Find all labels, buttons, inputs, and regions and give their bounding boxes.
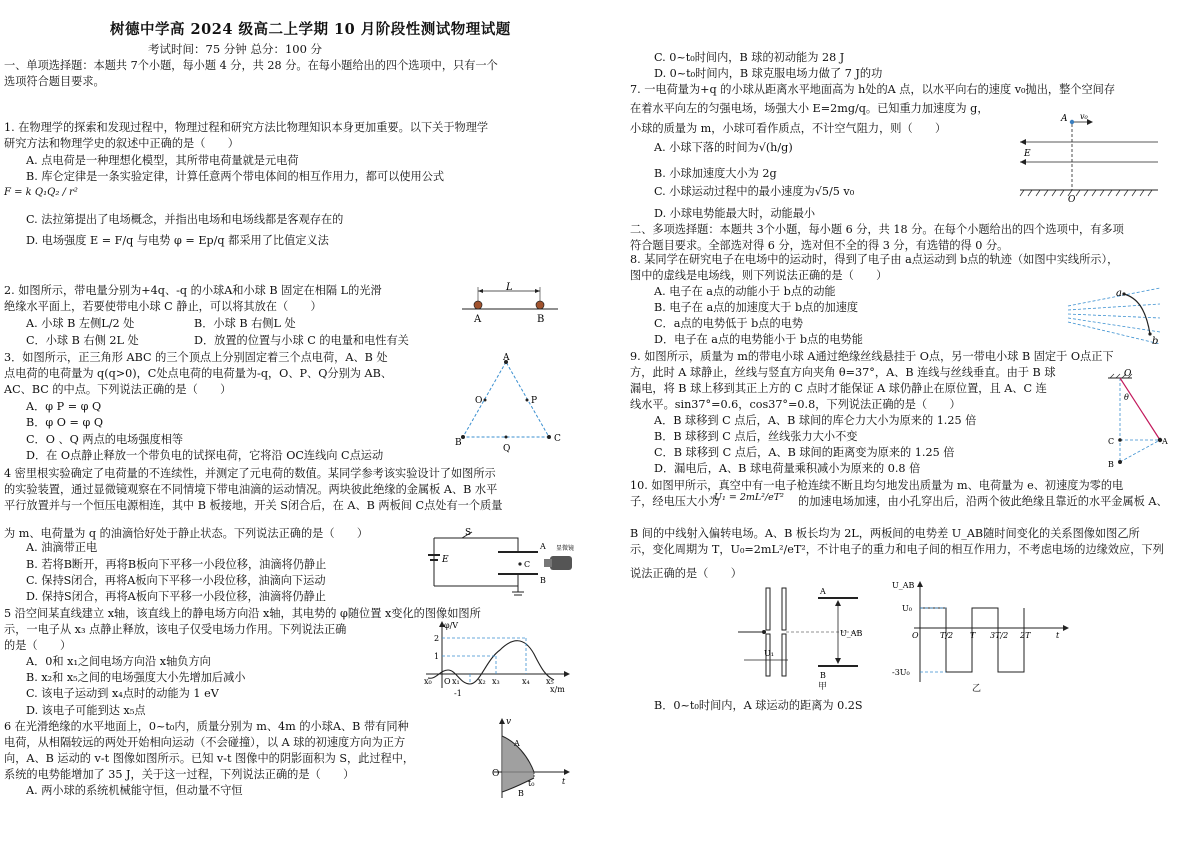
q3-fig-label-b: B (455, 438, 462, 448)
q5-fig-ylabel: φ/V (444, 621, 459, 630)
q1-option-d: D. 电场强度 E = F/q 与电势 φ = Ep/q 都采用了比值定义法 (26, 234, 329, 247)
q6-stem-1: 6 在光滑绝缘的水平地面上，0~t₀内，质量分别为 m、4m 的小球A、B 带有同种 (4, 720, 409, 733)
q4-figure (428, 526, 580, 598)
q10-fig2-2t: 2T (1020, 631, 1031, 640)
q3-fig-label-p: P (531, 396, 538, 406)
q10-fig-uab: U_AB (840, 629, 863, 638)
q5-option-b: B. x₂和 x₅之间的电场强度大小先增加后减小 (26, 671, 246, 684)
q2-stem-2: 绝缘水平面上，若要使带电小球 C 静止，可以将其放在（ ） (4, 300, 322, 313)
q10-stem-5: 说法正确的是（ ） (630, 567, 742, 580)
q5-fig-x3: x₃ (492, 677, 500, 686)
q3-fig-label-o: O (475, 396, 483, 406)
q5-figure (422, 618, 574, 704)
q1-stem-1: 1. 在物理学的探索和发现过程中，物理过程和研究方法比物理知识本身更加重要。以下关于物理学 (4, 121, 489, 134)
q2-option-d: D．放置的位置与小球 C 的电量和电性有关 (194, 334, 409, 347)
q7-fig-e: E (1024, 149, 1031, 159)
q8-fig-b: b (1152, 336, 1159, 347)
q10-fig2-o: O (912, 631, 919, 640)
q9-stem-3: 漏电，将 B 球上移到其正上方的 C 点时才能保证 A 球仍静止在原位置，且 A、C 连 (630, 382, 1047, 395)
q7-stem-3: 小球的质量为 m，小球可看作质点，不计空气阻力，则（ ） (630, 122, 947, 135)
q7-option-d: D. 小球电势能最大时，动能最小 (654, 207, 816, 220)
q8-option-b: B. 电子在 a点的加速度大于 b点的加速度 (654, 301, 859, 314)
q10-fig2-u0: U₀ (902, 604, 912, 613)
q2-figure (460, 283, 560, 325)
q8-figure (1064, 284, 1164, 346)
q4-option-a: A. 油滴带正电 (26, 541, 98, 554)
q6-fig-o: O (492, 769, 500, 779)
q10-fig-yi-caption: 乙 (972, 684, 982, 694)
q9-fig-a: A (1162, 437, 1168, 446)
q9-option-a: A．B 球移到 C 点后，A、B 球间的库仑力大小为原来的 1.25 倍 (654, 414, 977, 427)
q8-stem-2: 图中的虚线是电场线，则下列说法正确的是（ ） (630, 269, 888, 282)
q10-fig-jia-caption: 甲 (818, 682, 828, 692)
q4-fig-label-a: A (540, 542, 546, 551)
q3-stem-2: 点电荷的电荷量为 q(q>0)，C处点电荷的电荷量为-q，O、P、Q分别为 AB、 (4, 367, 393, 380)
q5-option-c: C. 该电子运动到 x₄点时的动能为 1 eV (26, 687, 219, 700)
q4-stem-4: 为 m、电荷量为 q 的油滴恰好处于静止状态。下列说法正确的是（ ） (4, 527, 369, 540)
q6-option-a: A. 两小球的系统机械能守恒，但动量不守恒 (26, 784, 243, 797)
section2-intro-1: 二、多项选择题：本题共 3个小题，每小题 6 分，共 18 分。在每个小题给出的四个选项中，有多项 (630, 223, 1124, 236)
q10-stem-3: B 间的中线射入偏转电场。A、B 板长均为 2L，两板间的电势差 U_AB随时间变化的关系图像如图乙所 (630, 527, 1140, 540)
q8-option-d: D．电子在 a点的电势能小于 b点的电势能 (654, 333, 863, 346)
q4-option-d: D. 保持S闭合，再将A板向下平移一小段位移，油滴将仍静止 (26, 590, 326, 603)
q3-figure (455, 352, 570, 454)
q5-stem-2: 示，一电子从 x₃ 点静止释放，该电子仅受电场力作用。下列说法正确 (4, 623, 347, 636)
q10-stem-2a: 子，经电压大小为 (630, 495, 720, 508)
q8-fig-a: a (1116, 288, 1122, 299)
q10-fig2-uab: U_AB (892, 581, 915, 590)
q10-stem-1: 10. 如图甲所示，真空中有一电子枪连续不断且均匀地发出质量为 m、电荷量为 e、初速度为零的电 (630, 479, 1124, 492)
q1-option-c: C. 法拉第提出了电场概念，并指出电场和电场线都是客观存在的 (26, 213, 344, 226)
q9-fig-o: O (1124, 369, 1132, 379)
q10-stem-2b: 的加速电场加速，由小孔穿出后，沿两个彼此绝缘且靠近的水平金属板 A、 (798, 495, 1168, 508)
q9-fig-theta: θ (1124, 393, 1129, 402)
q7-stem-1: 7. 一电荷量为+q 的小球从距离水平地面高为 h处的A 点，以水平向右的速度 v₀抛出，整个空间存 (630, 83, 1116, 96)
q3-fig-label-a: A (503, 353, 510, 363)
q5-fig-tick-1: 1 (434, 652, 440, 661)
q10-u1-formula: U₁ = 2mL²/eT² (714, 492, 784, 503)
q3-option-c: C．O 、Q 两点的电场强度相等 (26, 433, 184, 446)
q10-fig2-t: T (970, 631, 976, 640)
q10-fig2-t-half: T/2 (940, 631, 954, 640)
q9-option-b: B．B 球移到 C 点后，丝线张力大小不变 (654, 430, 858, 443)
exam-info: 考试时间：75 分钟 总分：100 分 (148, 42, 323, 56)
q2-option-c: C．小球 B 右侧 2L 处 (26, 334, 139, 347)
q10-fig2-t-axis: t (1056, 631, 1060, 640)
q5-stem-1: 5 沿空间某直线建立 x轴，该直线上的静电场方向沿 x轴，其电势的 φ随位置 x变化的图像如图所 (4, 607, 481, 620)
q5-fig-x2: x₂ (478, 677, 486, 686)
q3-option-d: D．在 O点静止释放一个带负电的试探电荷，它将沿 OC连线向 C点运动 (26, 449, 384, 462)
q4-fig-label-s: S (465, 528, 472, 538)
q2-fig-label-a: A (474, 314, 482, 325)
q9-option-c: C．B 球移到 C 点后，A、B 球间的距离变为原来的 1.25 倍 (654, 446, 955, 459)
q3-option-a: A．φ P = φ Q (26, 400, 102, 413)
q2-option-b: B．小球 B 右侧L 处 (194, 317, 296, 330)
q10-figure-yi (890, 578, 1072, 686)
q10-fig-a: A (820, 587, 826, 596)
page-title: 树德中学高 2024 级高二上学期 10 月阶段性测试物理试题 (110, 21, 511, 38)
q6-option-d: D. 0~t₀时间内，B 球克服电场力做了 7 J的功 (654, 67, 883, 80)
q5-stem-3: 的是（ ） (4, 639, 72, 652)
q5-fig-x1: x₁ (452, 677, 460, 686)
q1-formula: F = k Q₁Q₂ / r² (4, 187, 78, 198)
q4-fig-label-b: B (540, 576, 546, 585)
q5-fig-xlabel: x/m (550, 685, 565, 694)
q6-fig-b: B (518, 789, 524, 798)
q6-fig-a: A (514, 739, 520, 748)
q4-fig-label-c: C (524, 560, 531, 569)
q7-figure (1016, 112, 1166, 204)
q2-fig-label-l: L (506, 282, 513, 293)
q9-fig-c: C (1108, 437, 1115, 446)
q1-option-a: A. 点电荷是一种理想化模型，其所带电荷量就是元电荷 (26, 154, 299, 167)
q7-fig-a: A (1061, 114, 1068, 124)
q7-option-a: A. 小球下落的时间为√(h/g) (654, 141, 793, 154)
q9-option-d: D．漏电后，A、B 球电荷量乘积减小为原来的 0.8 倍 (654, 462, 921, 475)
q8-option-a: A. 电子在 a点的动能小于 b点的动能 (654, 285, 836, 298)
q6-stem-4: 系统的电势能增加了 35 J，关于这一过程，下列说法正确的是（ ） (4, 768, 355, 781)
q9-fig-b: B (1108, 460, 1114, 469)
section1-intro-2: 选项符合题目要求。 (4, 75, 105, 88)
q10-fig-u1: U₁ (764, 649, 774, 658)
q7-fig-o: O (1068, 195, 1076, 205)
q10-fig2-neg3u0: -3U₀ (892, 668, 910, 677)
q3-stem-3: AC、BC 的中点。下列说法正确的是（ ） (4, 383, 232, 396)
q2-fig-label-b: B (537, 314, 545, 325)
q6-fig-v: v (506, 717, 512, 727)
q10-fig-b: B (820, 671, 826, 680)
q5-fig-tick-2: 2 (434, 634, 440, 643)
q7-fig-v0: v₀ (1080, 112, 1088, 121)
q8-option-c: C．a点的电势低于 b点的电势 (654, 317, 804, 330)
q3-stem-1: 3．如图所示，正三角形 ABC 的三个顶点上分别固定着三个点电荷，A、B 处 (4, 351, 388, 364)
q6-figure (492, 716, 572, 802)
q7-stem-2: 在着水平向左的匀强电场，场强大小 E=2mg/q。已知重力加速度为 g， (630, 102, 989, 115)
q9-figure (1098, 366, 1166, 470)
q6-fig-t: t (562, 777, 566, 786)
q4-option-b: B. 若将B断开，再将B板向下平移一小段位移，油滴将仍静止 (26, 558, 327, 571)
q4-stem-3: 平行放置并与一个恒压电源相连，其中 B 板接地，开关 S闭合后，在 A、B 两板间 C点处有一个质量 (4, 499, 503, 512)
q5-option-d: D. 该电子可能到达 x₅点 (26, 704, 146, 717)
q4-fig-label-e: E (442, 555, 449, 565)
q9-stem-2: 方，此时 A 球静止，丝线与竖直方向夹角 θ=37°，A、B 连线与丝线垂直。由于 B 球 (630, 366, 1056, 379)
q6-fig-t0: t₀ (528, 779, 535, 788)
q1-option-b: B. 库仑定律是一条实验定律，计算任意两个带电体间的相互作用力，都可以使用公式 (26, 170, 445, 183)
q5-option-a: A．0和 x₁之间电场方向沿 x轴负方向 (26, 655, 211, 668)
q9-stem-1: 9. 如图所示，质量为 m的带电小球 A通过绝缘丝线悬挂于 O点，另一带电小球 B 固定于 O点正下 (630, 350, 1114, 363)
section1-intro-1: 一、单项选择题：本题共 7个小题，每小题 4 分，共 28 分。在每小题给出的四个选项中，只有一个 (4, 59, 498, 72)
q10-figure-jia (736, 580, 862, 680)
q3-option-b: B．φ O = φ Q (26, 416, 104, 429)
q3-fig-label-c: C (554, 434, 561, 444)
q5-fig-origin: O (444, 677, 451, 686)
q5-fig-x4: x₄ (522, 677, 530, 686)
q2-option-a: A. 小球 B 左侧L/2 处 (26, 317, 135, 330)
q5-fig-tick-neg1: -1 (454, 689, 462, 698)
q3-fig-label-q: Q (503, 444, 511, 454)
q7-option-b: B. 小球加速度大小为 2g (654, 167, 777, 180)
q8-stem-1: 8. 某同学在研究电子在电场中的运动时，得到了电子由 a点运动到 b点的轨迹（如图中实线所示）， (630, 253, 1119, 266)
q10-option-b: B．0~t₀时间内，A 球运动的距离为 0.2S (654, 699, 863, 712)
q9-stem-4: 线水平。sin37°=0.6，cos37°=0.8，下列说法正确的是（ ） (630, 398, 961, 411)
q5-fig-x5: x₅ (546, 677, 554, 686)
section2-intro-2: 符合题目要求。全部选对得 6 分，选对但不全的得 3 分，有选错的得 0 分。 (630, 239, 1009, 252)
q4-stem-2: 的实验装置，通过显微镜观察在不同情境下带电油滴的运动情况。两块彼此绝缘的金属板 A、B 水平 (4, 483, 498, 496)
q4-fig-label-scope: 显微镜 (556, 545, 575, 552)
q4-option-c: C. 保持S闭合，再将A板向下平移一小段位移，油滴向下运动 (26, 574, 326, 587)
q2-stem-1: 2. 如图所示，带电量分别为+4q、-q 的小球A和小球 B 固定在相隔 L的光滑 (4, 284, 382, 297)
q10-stem-4: 示，变化周期为 T，U₀=2mL²/eT²，不计电子的重力和电子间的相互作用力，不考虑电场的边缘效应，下列 (630, 543, 1164, 556)
q6-stem-3: 向，A、B 运动的 v-t 图像如图所示。已知 v-t 图像中的阴影面积为 S，此过程中， (4, 752, 415, 765)
q6-stem-2: 电荷，从相隔较远的两处开始相向运动（不会碰撞），以 A 球的初速度方向为正方 (4, 736, 406, 749)
q5-fig-x0: x₀ (424, 677, 432, 686)
q6-option-c: C. 0~t₀时间内，B 球的初动能为 28 J (654, 51, 845, 64)
q4-stem-1: 4 密里根实验确定了电荷量的不连续性，并测定了元电荷的数值。某同学参考该实验设计了如图所示 (4, 467, 496, 480)
q10-fig2-3t-half: 3T/2 (990, 631, 1009, 640)
q7-option-c: C. 小球运动过程中的最小速度为√5/5 v₀ (654, 185, 855, 198)
q1-stem-2: 研究方法和物理学史的叙述中正确的是（ ） (4, 137, 239, 150)
